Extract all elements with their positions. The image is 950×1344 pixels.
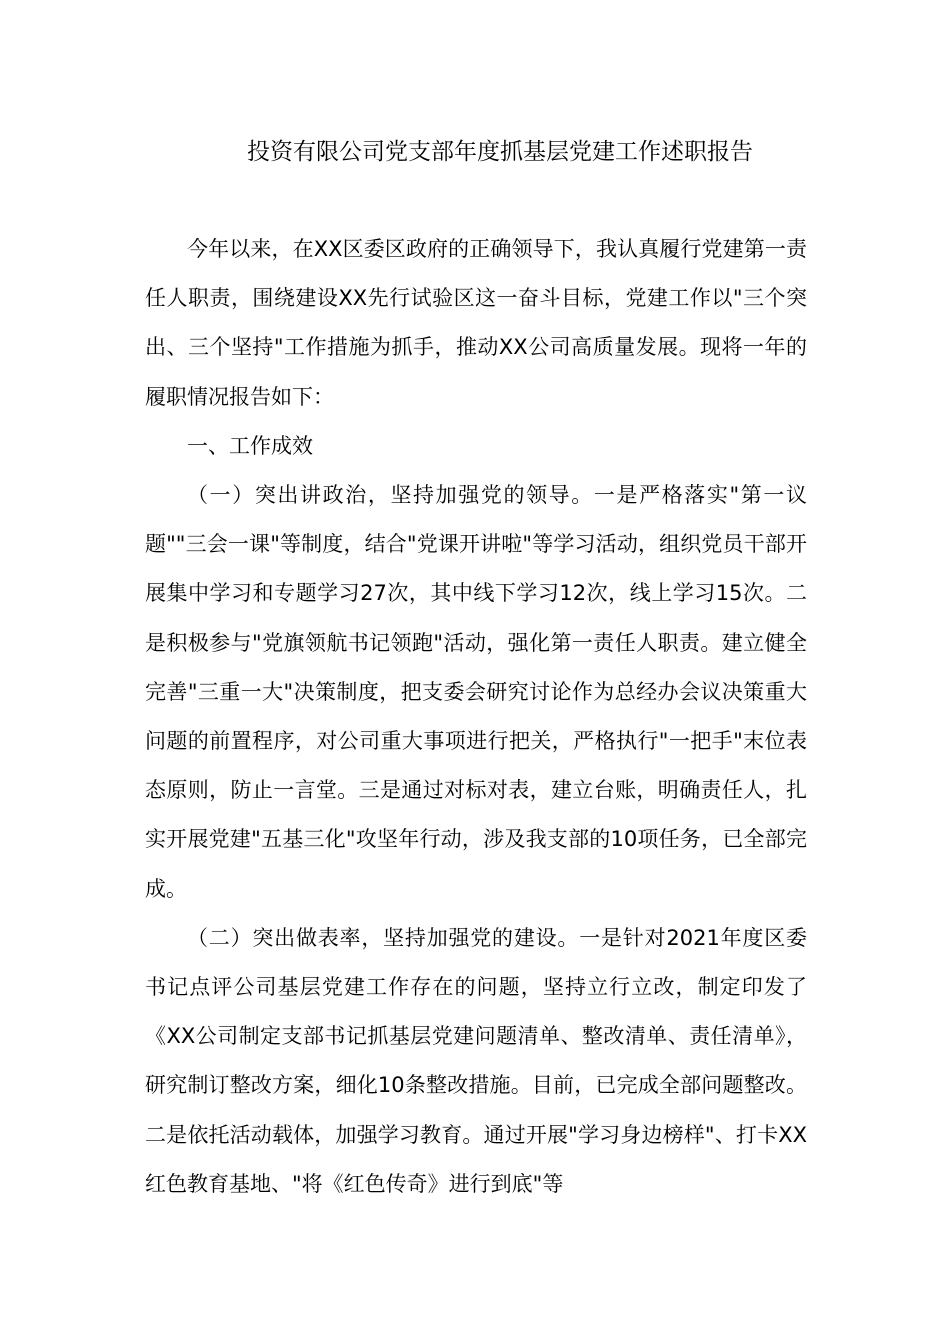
paragraph-party-building: （二）突出做表率，坚持加强党的建设。一是针对2021年度区委书记点评公司基层党建工作存在的问题，坚持立行立改，制定印发了《XX公司制定支部书记抓基层党建问题清单、整改清单、责任清单》，研究制订整改方案，细化10条整改措施。目前，已完成全部问题整改。二是依托活动载体，加强学习教育。通过开展"学习身边榜样"、打卡XX红色教育基地、"将《红色传奇》进行到底"等 xyxy=(145,925,807,1196)
section-heading: 一、工作成效 xyxy=(187,433,313,458)
document-title: 投资有限公司党支部年度抓基层党建工作述职报告 xyxy=(247,139,753,165)
paragraph-politics: （一）突出讲政治，坚持加强党的领导。一是严格落实"第一议题""三会一课"等制度，结合"党课开讲啦"等学习活动，组织党员干部开展集中学习和专题学习27次，其中线下学习12次，线上学习15次。二是积极参与"党旗领航书记领跑"活动，强化第一责任人职责。建立健全完善"三重一大"决策制度，把支委会研究讨论作为总经办会议决策重大问题的前置程序，对公司重大事项进行把关，严格执行"一把手"末位表态原则，防止一言堂。三是通过对标对表，建立台账，明确责任人，扎实开展党建"五基三化"攻坚年行动，涉及我支部的10项任务，已全部完成。 xyxy=(145,483,807,901)
intro-paragraph: 今年以来，在XX区委区政府的正确领导下，我认真履行党建第一责任人职责，围绕建设XX先行试验区这一奋斗目标，党建工作以"三个突出、三个坚持"工作措施为抓手，推动XX公司高质量发展。现将一年的履职情况报告如下： xyxy=(145,237,807,409)
document-body xyxy=(145,225,807,1209)
